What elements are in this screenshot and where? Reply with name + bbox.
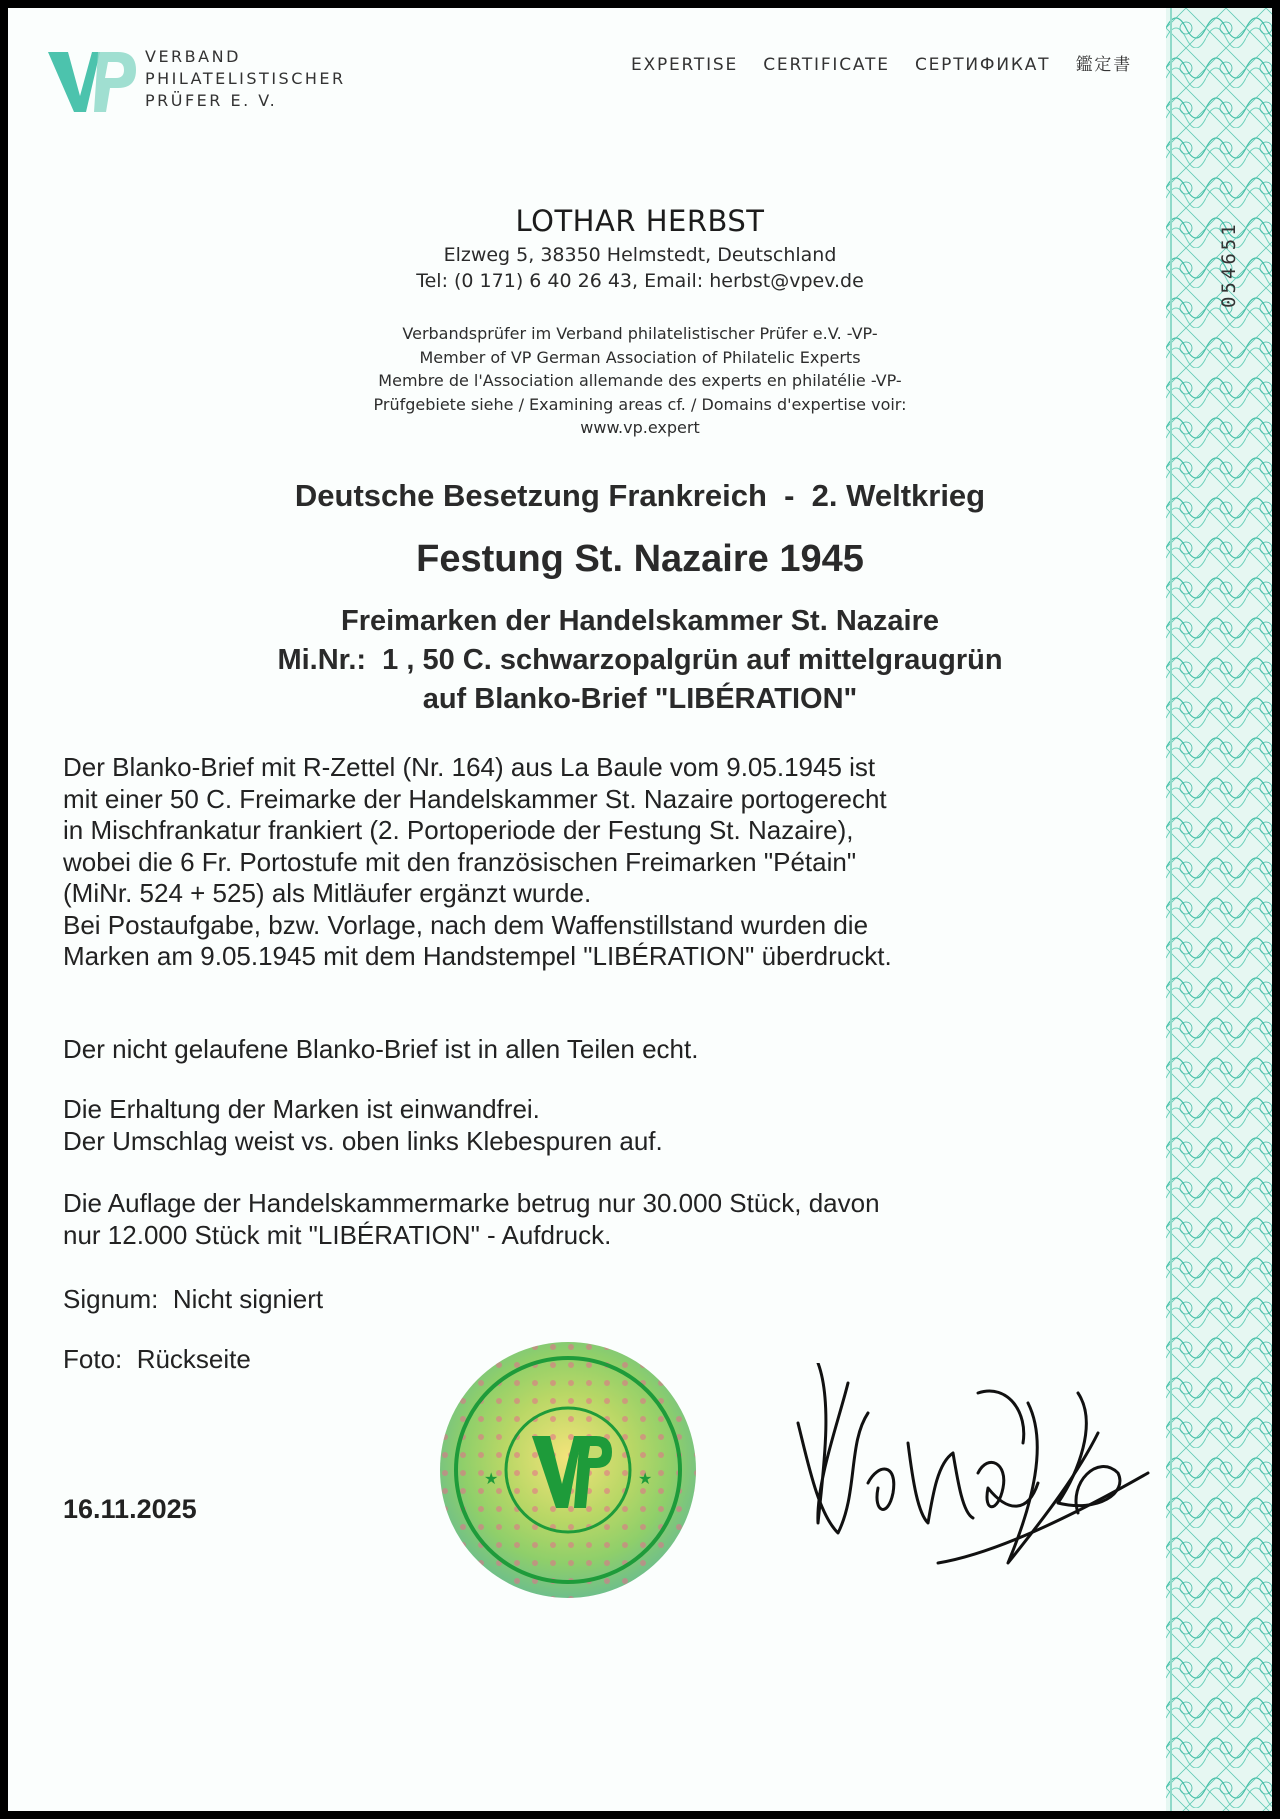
description-line: Der Blanko-Brief mit R-Zettel (Nr. 164) aus La Baule vom 9.05.1945 ist — [63, 752, 876, 782]
certificate-title-ru: СЕРТИФИКАТ — [914, 55, 1051, 75]
signum-line: Signum: Nicht signiert — [63, 1284, 324, 1314]
genuine-statement: Der nicht gelaufene Blanko-Brief ist in allen Teilen echt. — [63, 1034, 699, 1064]
heading-sub — [8, 602, 1272, 719]
signature-icon — [778, 1363, 1158, 1593]
condition-paragraph — [63, 1094, 1123, 1157]
edition-paragraph — [63, 1188, 1123, 1251]
website-link[interactable]: www.vp.expert — [580, 418, 700, 437]
heading-area: Deutsche Besetzung Frankreich - 2. Weltkrieg — [294, 478, 986, 513]
certificate-title-en: CERTIFICATE — [763, 55, 890, 75]
svg-text:★: ★ — [484, 1469, 499, 1488]
description-line: Marken am 9.05.1945 mit dem Handstempel "LIBÉRATION" überdruckt. — [63, 941, 892, 971]
membership-line: Membre de l'Association allemande des experts en philatélie -VP- — [378, 371, 902, 390]
serial-number: 054651 — [1218, 221, 1240, 308]
membership-block — [8, 322, 1272, 440]
organization-name-line: PRÜFER E. V. — [145, 91, 278, 110]
description-line: Bei Postaufgabe, bzw. Vorlage, nach dem Waffenstillstand wurden die — [63, 909, 869, 940]
condition-line: Die Erhaltung der Marken ist einwandfrei. — [63, 1094, 540, 1124]
membership-line: Verbandsprüfer im Verband philatelistischer Prüfer e.V. -VP- — [402, 324, 878, 343]
vp-logo-icon — [46, 46, 136, 118]
foto-line: Foto: Rückseite — [63, 1344, 251, 1374]
description-paragraph — [63, 752, 1123, 973]
certificate-title-de: EXPERTISE — [630, 55, 739, 75]
description-line: mit einer 50 C. Freimarke der Handelskammer St. Nazaire portogerecht — [63, 783, 887, 814]
certificate-date: 16.11.2025 — [63, 1494, 197, 1524]
description-line: (MiNr. 524 + 525) als Mitläufer ergänzt wurde. — [63, 878, 592, 908]
membership-line: Prüfgebiete siehe / Examining areas cf. / Domains d'expertise voir: — [373, 394, 907, 414]
description-line: wobei die 6 Fr. Portostufe mit den französischen Freimarken "Pétain" — [63, 846, 857, 877]
heading-sub-line: Freimarken der Handelskammer St. Nazaire — [341, 605, 939, 637]
expert-contact: Tel: (0 171) 6 40 26 43, Email: herbst@vpev.de — [416, 270, 864, 292]
heading-sub-line: auf Blanko-Brief "LIBÉRATION" — [422, 683, 858, 715]
certificate-title-jp: 鑑定書 — [1075, 55, 1132, 75]
heading-sub-line: Mi.Nr.: 1 , 50 C. schwarzopalgrün auf mittelgraugrün — [277, 644, 1003, 676]
expert-name: LOTHAR HERBST — [515, 204, 765, 238]
membership-line: Member of VP German Association of Philatelic Experts — [419, 347, 861, 367]
organization-name — [145, 46, 346, 112]
expert-address: Elzweg 5, 38350 Helmstedt, Deutschland — [443, 244, 837, 266]
description-line: in Mischfrankatur frankiert (2. Portoperiode der Festung St. Nazaire), — [63, 815, 854, 845]
organization-name-line: PHILATELISTISCHER — [145, 69, 346, 88]
hologram-seal-icon — [436, 1338, 700, 1602]
organization-name-line: VERBAND — [145, 47, 241, 66]
certificate-title — [613, 50, 1132, 75]
edition-line: nur 12.000 Stück mit "LIBÉRATION" - Aufdruck. — [63, 1219, 612, 1250]
svg-text:★: ★ — [638, 1469, 653, 1488]
edition-line: Die Auflage der Handelskammermarke betrug nur 30.000 Stück, davon — [63, 1188, 880, 1218]
condition-line: Der Umschlag weist vs. oben links Klebespuren auf. — [63, 1125, 663, 1156]
certificate-sheet — [8, 8, 1272, 1811]
heading-main: Festung St. Nazaire 1945 — [416, 538, 864, 580]
